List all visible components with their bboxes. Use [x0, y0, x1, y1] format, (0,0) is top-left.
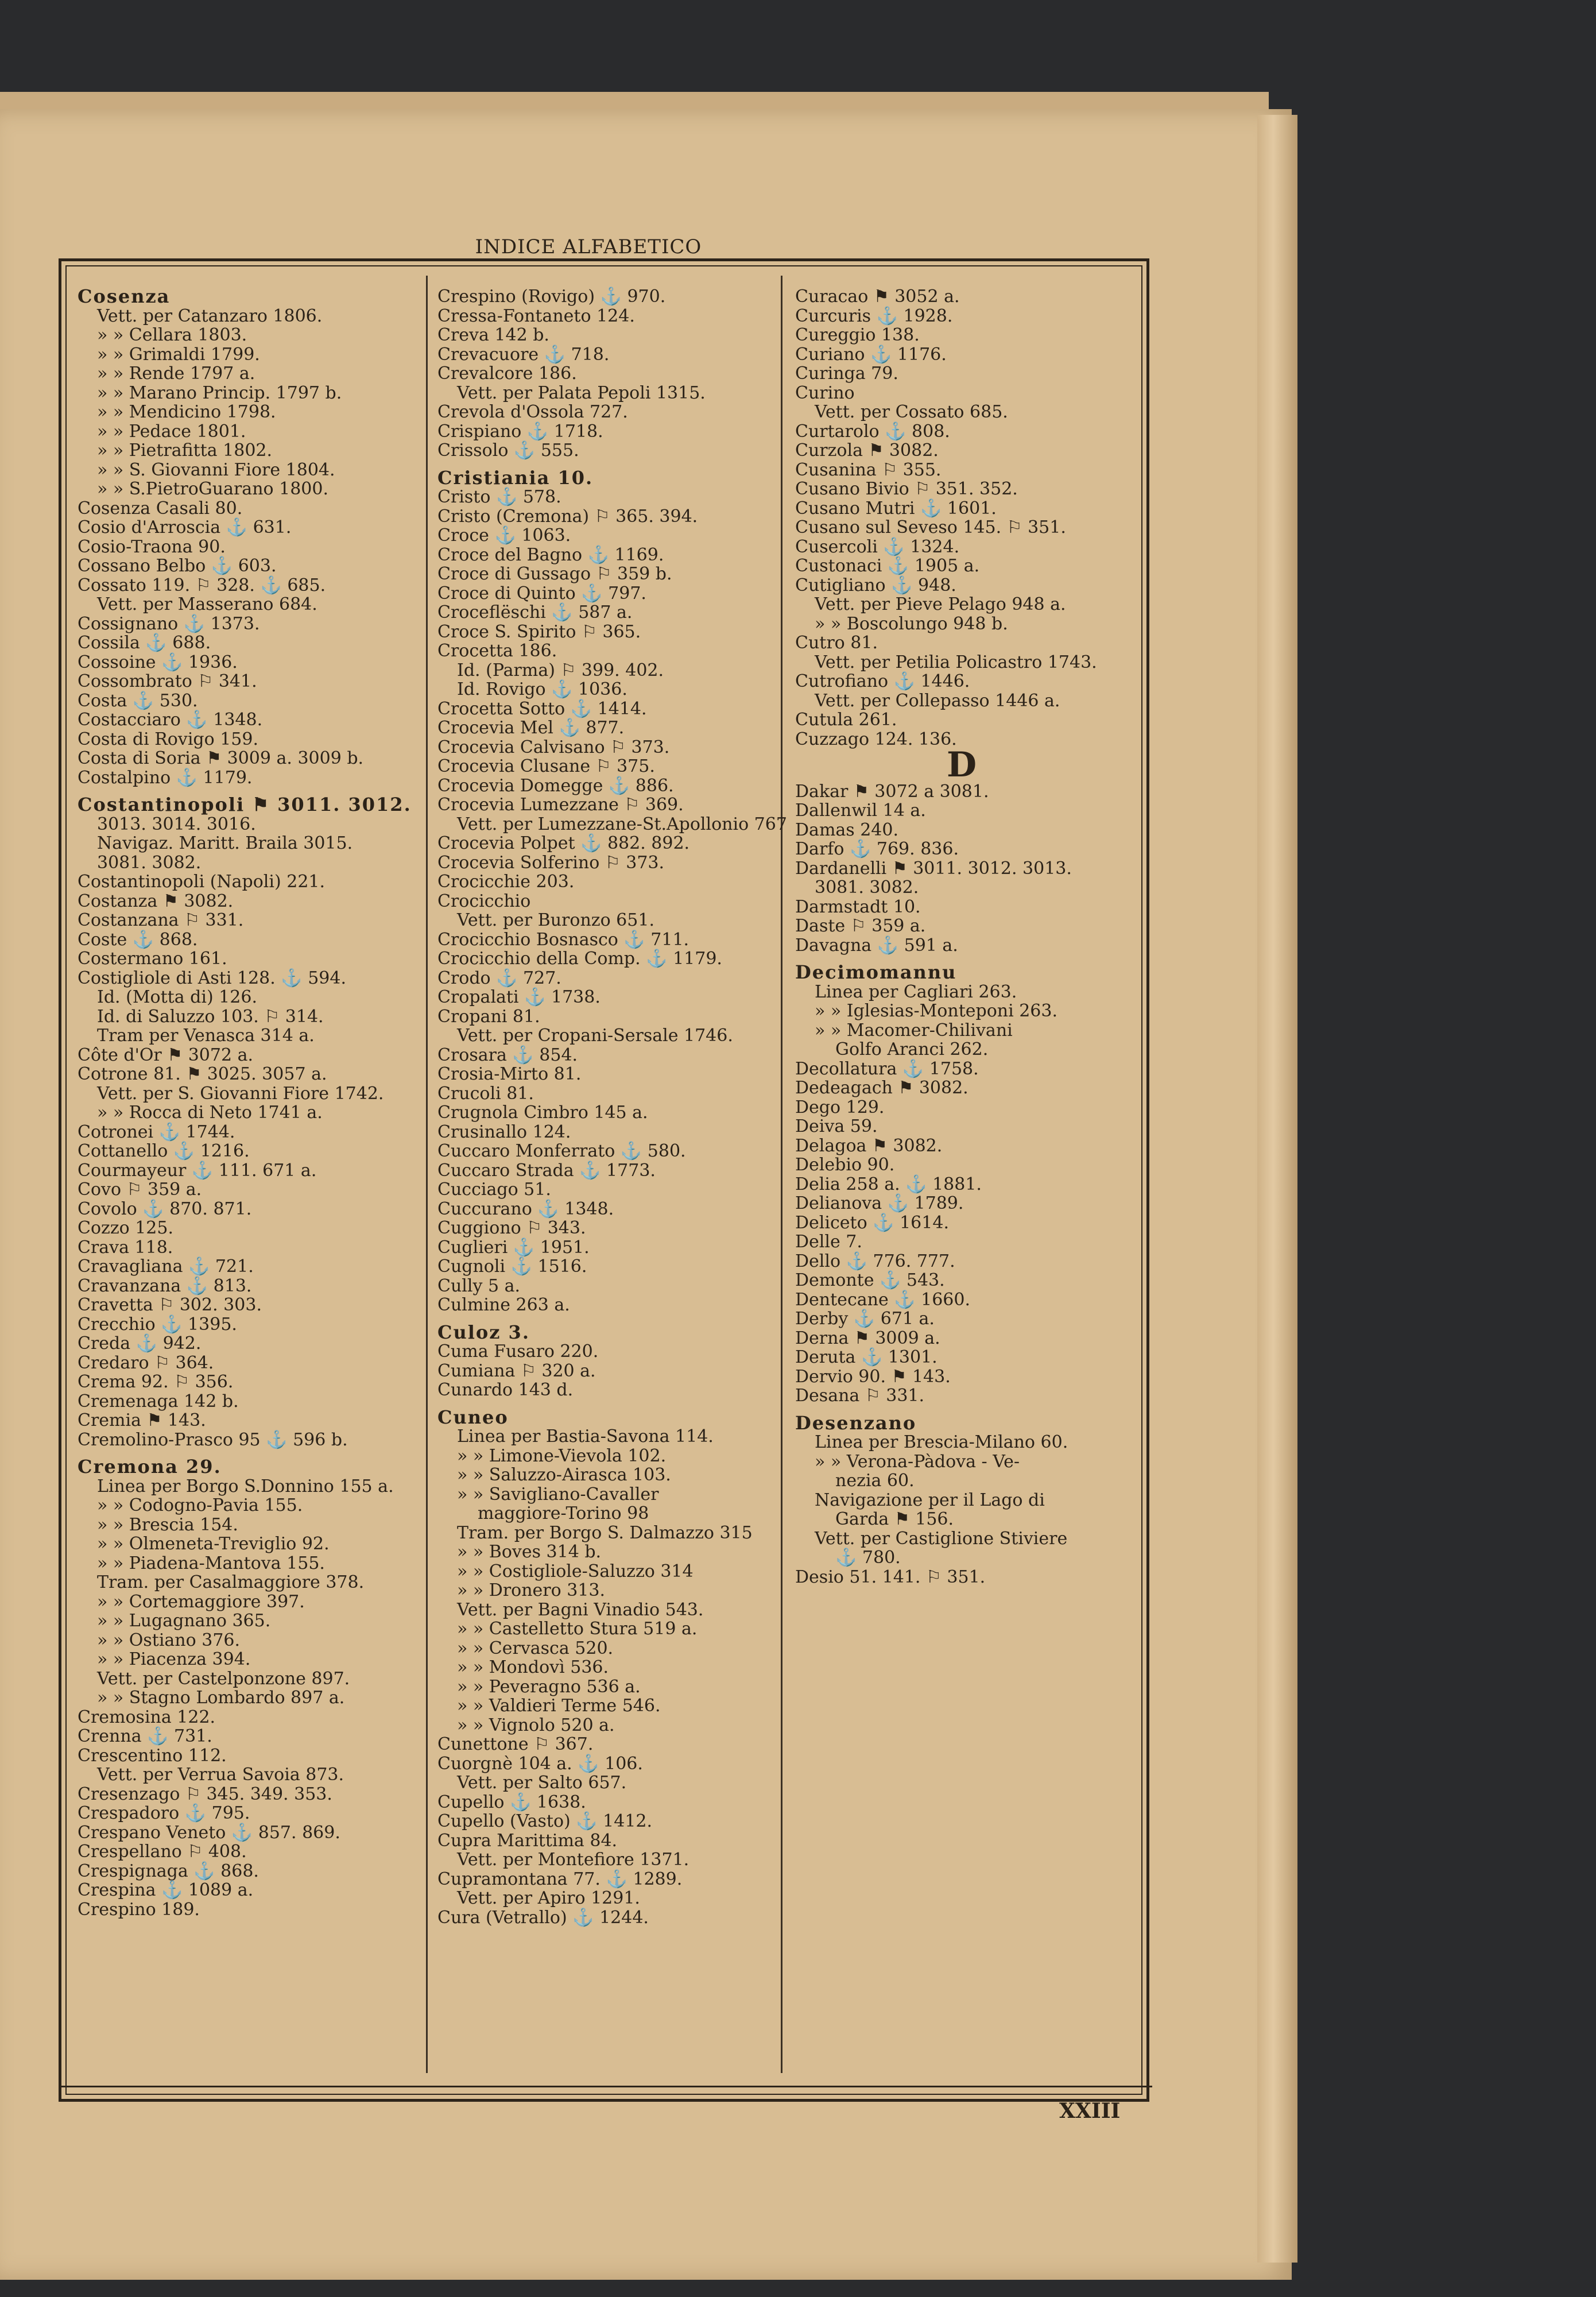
index-entry: Crema 92. ⚐ 356. — [78, 1372, 234, 1392]
index-entry: Crespino 189. — [78, 1899, 200, 1920]
index-entry: Crespadoro ⚓ 795. — [78, 1803, 250, 1823]
index-heading: Cuneo — [437, 1406, 509, 1428]
index-subentry: » » S.PietroGuarano 1800. — [97, 479, 328, 499]
index-subentry: » » Grimaldi 1799. — [97, 344, 260, 365]
index-entry: Cresenzago ⚐ 345. 349. 353. — [78, 1784, 332, 1804]
index-entry: Costanza ⚑ 3082. — [78, 891, 234, 911]
column-divider-1 — [426, 276, 428, 2073]
index-continuation: Garda ⚑ 156. — [835, 1509, 954, 1529]
index-entry: Dardanelli ⚑ 3011. 3012. 3013. — [795, 858, 1072, 879]
index-entry: Crocevia Mel ⚓ 877. — [437, 718, 625, 738]
index-entry: Cuzzago 124. 136. — [795, 729, 957, 749]
index-entry: Croce ⚓ 1063. — [437, 525, 571, 546]
index-entry: Damas 240. — [795, 819, 898, 840]
index-entry: Cossila ⚓ 688. — [78, 633, 211, 653]
index-entry: Cossombrato ⚐ 341. — [78, 671, 257, 691]
index-entry: Cremenaga 142 b. — [78, 1391, 239, 1412]
index-entry: Cozzo 125. — [78, 1218, 174, 1238]
index-entry: Cotrone 81. ⚑ 3025. 3057 a. — [78, 1064, 327, 1084]
index-subentry: » » Stagno Lombardo 897 a. — [97, 1688, 345, 1708]
index-subentry: » » Codogno-Pavia 155. — [97, 1495, 303, 1515]
index-subentry: » » S. Giovanni Fiore 1804. — [97, 459, 335, 480]
index-entry: Cottanello ⚓ 1216. — [78, 1141, 250, 1161]
index-entry: Demonte ⚓ 543. — [795, 1270, 945, 1290]
index-entry: Dentecane ⚓ 1660. — [795, 1289, 971, 1310]
index-subentry: » » Mondovì 536. — [457, 1657, 609, 1677]
index-entry: Cumiana ⚐ 320 a. — [437, 1360, 596, 1381]
index-subentry: 3081. 3082. — [815, 877, 919, 898]
index-subentry: » » Brescia 154. — [97, 1514, 238, 1535]
index-entry: Curtarolo ⚓ 808. — [795, 421, 950, 442]
index-entry: Côte d'Or ⚑ 3072 a. — [78, 1045, 254, 1065]
index-subentry: » » Rende 1797 a. — [97, 364, 255, 384]
index-subentry: » » Verona-Pàdova - Ve- — [815, 1451, 1020, 1472]
index-entry: Curcuris ⚓ 1928. — [795, 306, 953, 326]
index-entry: Cura (Vetrallo) ⚓ 1244. — [437, 1907, 649, 1928]
index-entry: Cosio-Traona 90. — [78, 536, 226, 557]
index-entry: Credaro ⚐ 364. — [78, 1352, 214, 1373]
index-entry: Cunettone ⚐ 367. — [437, 1734, 594, 1754]
index-entry: Cupello (Vasto) ⚓ 1412. — [437, 1811, 653, 1831]
index-subentry: » » Saluzzo-Airasca 103. — [457, 1465, 671, 1485]
index-entry: Crocicchio della Comp. ⚓ 1179. — [437, 949, 722, 969]
index-subentry: » » Vignolo 520 a. — [457, 1715, 615, 1735]
index-entry: Cropani 81. — [437, 1006, 540, 1027]
index-entry: Costanzana ⚐ 331. — [78, 910, 244, 930]
index-entry: Creva 142 b. — [437, 325, 549, 345]
index-heading: Cosenza — [78, 285, 171, 307]
index-subentry: » » Castelletto Stura 519 a. — [457, 1619, 698, 1639]
index-subentry: Vett. per Cropani-Sersale 1746. — [457, 1026, 733, 1046]
index-entry: Delianova ⚓ 1789. — [795, 1193, 964, 1213]
index-entry: Dervio 90. ⚑ 143. — [795, 1366, 951, 1387]
index-column-1 — [78, 287, 410, 1919]
index-entry: Cupra Marittima 84. — [437, 1830, 618, 1851]
footer-rule — [59, 2086, 1152, 2087]
index-entry: Cuccaro Monferrato ⚓ 580. — [437, 1141, 686, 1161]
index-entry: Cugnoli ⚓ 1516. — [437, 1256, 587, 1277]
index-entry: Cusano Mutri ⚓ 1601. — [795, 498, 997, 519]
index-entry: Darmstadt 10. — [795, 896, 921, 917]
index-subentry: » » Peveragno 536 a. — [457, 1676, 641, 1697]
index-entry: Cosio d'Arroscia ⚓ 631. — [78, 517, 292, 537]
index-subentry: Vett. per Apiro 1291. — [457, 1888, 640, 1908]
index-subentry: » » Pedace 1801. — [97, 421, 246, 442]
index-entry: Crevola d'Ossola 727. — [437, 402, 628, 422]
index-entry: Crocevia Clusane ⚐ 375. — [437, 756, 655, 776]
page-header: INDICE ALFABETICO — [475, 235, 702, 258]
index-heading: Desenzano — [795, 1412, 917, 1434]
index-entry: Curzola ⚑ 3082. — [795, 440, 939, 461]
index-subentry: » » Boves 314 b. — [457, 1542, 602, 1562]
index-entry: Derby ⚓ 671 a. — [795, 1309, 935, 1329]
index-column-3 — [795, 287, 1128, 1587]
index-subentry: » » Savigliano-Cavaller — [457, 1484, 659, 1505]
index-entry: Crevalcore 186. — [437, 364, 577, 384]
index-entry: Dedeagach ⚑ 3082. — [795, 1078, 969, 1098]
index-entry: Deliceto ⚓ 1614. — [795, 1212, 949, 1233]
index-heading: Cremona 29. — [78, 1456, 222, 1478]
index-entry: Desio 51. 141. ⚐ 351. — [795, 1567, 986, 1587]
index-entry: Cuglieri ⚓ 1951. — [437, 1237, 590, 1258]
index-subentry: » » Costigliole-Saluzzo 314 — [457, 1561, 694, 1581]
index-entry: Crodo ⚓ 727. — [437, 968, 561, 988]
index-entry: Crava 118. — [78, 1237, 173, 1258]
index-subentry: Vett. per S. Giovanni Fiore 1742. — [97, 1083, 384, 1104]
index-entry: Curiano ⚓ 1176. — [795, 344, 947, 365]
index-entry: Cutro 81. — [795, 633, 878, 653]
index-subentry: Linea per Brescia-Milano 60. — [815, 1432, 1068, 1452]
index-subentry: » » Rocca di Neto 1741 a. — [97, 1103, 323, 1123]
index-entry: Curino — [795, 382, 855, 403]
index-continuation: Golfo Aranci 262. — [835, 1039, 989, 1059]
index-entry: Croce di Gussago ⚐ 359 b. — [437, 564, 672, 584]
index-subentry: Vett. per Catanzaro 1806. — [97, 306, 323, 326]
index-entry: Crugnola Cimbro 145 a. — [437, 1103, 648, 1123]
index-heading: Cristiania 10. — [437, 466, 594, 489]
section-letter: D — [946, 745, 977, 785]
index-subentry: Vett. per Castiglione Stiviere — [815, 1528, 1068, 1549]
index-entry: Cucciago 51. — [437, 1180, 551, 1200]
index-entry: Costermano 161. — [78, 949, 227, 969]
index-entry: Cossignano ⚓ 1373. — [78, 613, 260, 634]
index-entry: Crusinallo 124. — [437, 1122, 571, 1142]
index-entry: Cossato 119. ⚐ 328. ⚓ 685. — [78, 575, 326, 595]
index-subentry: Vett. per Bagni Vinadio 543. — [457, 1599, 704, 1620]
index-entry: Dallenwil 14 a. — [795, 801, 926, 821]
index-entry: Dello ⚓ 776. 777. — [795, 1251, 955, 1271]
index-subentry: 3081. 3082. — [97, 852, 202, 873]
index-entry: Cuorgnè 104 a. ⚓ 106. — [437, 1753, 643, 1774]
index-entry: Crocevia Domegge ⚓ 886. — [437, 775, 674, 796]
index-entry: Cully 5 a. — [437, 1275, 520, 1296]
index-subentry: Vett. per Verrua Savoia 873. — [97, 1765, 344, 1785]
index-subentry: 3013. 3014. 3016. — [97, 814, 256, 834]
index-heading: Costantinopoli ⚑ 3011. 3012. — [78, 794, 412, 815]
index-entry: Cusercoli ⚓ 1324. — [795, 536, 960, 557]
index-entry: Cotronei ⚓ 1744. — [78, 1122, 235, 1142]
index-entry: Crevacuore ⚓ 718. — [437, 344, 610, 365]
index-entry: Curacao ⚑ 3052 a. — [795, 287, 960, 307]
index-entry: Delagoa ⚑ 3082. — [795, 1135, 943, 1156]
index-subentry: Linea per Borgo S.Donnino 155 a. — [97, 1476, 394, 1496]
index-subentry: Id. Rovigo ⚓ 1036. — [457, 679, 627, 699]
index-subentry: Tram. per Casalmaggiore 378. — [97, 1572, 365, 1592]
index-entry: Cupramontana 77. ⚓ 1289. — [437, 1869, 683, 1889]
index-subentry: Vett. per Buronzo 651. — [457, 910, 654, 930]
index-entry: Cravetta ⚐ 302. 303. — [78, 1295, 262, 1315]
index-subentry: » » Macomer-Chilivani — [815, 1020, 1013, 1041]
index-heading: Culoz 3. — [437, 1321, 530, 1343]
index-entry: Cremosina 122. — [78, 1707, 216, 1727]
index-entry: Deiva 59. — [795, 1116, 878, 1136]
index-entry: Costantinopoli (Napoli) 221. — [78, 872, 326, 892]
index-subentry: » » Limone-Vievola 102. — [457, 1445, 667, 1466]
index-entry: Cuma Fusaro 220. — [437, 1341, 599, 1362]
column-divider-2 — [781, 276, 782, 2073]
index-entry: Crespellano ⚐ 408. — [78, 1842, 247, 1862]
index-subentry: Vett. per Cossato 685. — [815, 402, 1008, 422]
index-subentry: Vett. per Collepasso 1446 a. — [815, 690, 1060, 711]
index-entry: Cristo ⚓ 578. — [437, 487, 561, 507]
index-entry: Costa ⚓ 530. — [78, 690, 198, 711]
index-entry: Costa di Rovigo 159. — [78, 729, 259, 749]
index-entry: Cureggio 138. — [795, 325, 920, 345]
index-entry: Cossano Belbo ⚓ 603. — [78, 556, 277, 576]
index-subentry: » » Cervasca 520. — [457, 1638, 614, 1658]
index-entry: Delle 7. — [795, 1232, 862, 1252]
index-entry: Cosenza Casali 80. — [78, 498, 243, 519]
index-heading: Decimomannu — [795, 961, 957, 983]
index-subentry: » » Olmeneta-Treviglio 92. — [97, 1534, 330, 1554]
index-entry: Cunardo 143 d. — [437, 1380, 574, 1400]
index-entry: Crocevia Polpet ⚓ 882. 892. — [437, 833, 690, 853]
index-subentry: » » Iglesias-Monteponi 263. — [815, 1001, 1058, 1021]
index-subentry: » » Lugagnano 365. — [97, 1611, 271, 1631]
index-subentry: Id. (Motta di) 126. — [97, 987, 257, 1007]
index-continuation: maggiore-Torino 98 — [478, 1503, 649, 1523]
page-number: XXIII — [1059, 2099, 1121, 2123]
index-entry: Decollatura ⚓ 1758. — [795, 1058, 979, 1079]
index-entry: Cossoine ⚓ 1936. — [78, 652, 238, 672]
index-entry: Crescentino 112. — [78, 1745, 227, 1766]
index-entry: Cremolino-Prasco 95 ⚓ 596 b. — [78, 1429, 348, 1450]
index-entry: Crocetta 186. — [437, 641, 557, 661]
index-entry: Cusanina ⚐ 355. — [795, 459, 942, 480]
index-entry: Cristo (Cremona) ⚐ 365. 394. — [437, 506, 698, 527]
index-entry: Delia 258 a. ⚓ 1881. — [795, 1174, 982, 1194]
index-entry: Croce S. Spirito ⚐ 365. — [437, 621, 641, 642]
index-entry: Crosara ⚓ 854. — [437, 1045, 578, 1065]
index-subentry: » » Boscolungo 948 b. — [815, 613, 1008, 634]
index-entry: Cutula 261. — [795, 710, 897, 730]
index-entry: Crosia-Mirto 81. — [437, 1064, 582, 1084]
index-subentry: » » Piadena-Mantova 155. — [97, 1553, 325, 1573]
index-entry: Darfo ⚓ 769. 836. — [795, 839, 959, 859]
index-entry: Derna ⚑ 3009 a. — [795, 1328, 940, 1348]
index-entry: Creda ⚓ 942. — [78, 1333, 202, 1354]
index-entry: Crispiano ⚓ 1718. — [437, 421, 603, 442]
index-entry: Cressa-Fontaneto 124. — [437, 306, 635, 326]
index-entry: Crucoli 81. — [437, 1083, 534, 1104]
index-entry: Courmayeur ⚓ 111. 671 a. — [78, 1160, 317, 1181]
index-subentry: » » Mendicino 1798. — [97, 402, 276, 422]
index-entry: Curinga 79. — [795, 364, 898, 384]
index-entry: Crocetta Sotto ⚓ 1414. — [437, 698, 647, 719]
index-entry: Croce del Bagno ⚓ 1169. — [437, 544, 664, 565]
index-entry: Cropalati ⚓ 1738. — [437, 987, 601, 1007]
index-subentry: Navigazione per il Lago di — [815, 1490, 1045, 1510]
index-entry: Crecchio ⚓ 1395. — [78, 1314, 237, 1335]
index-subentry: Vett. per Salto 657. — [457, 1773, 627, 1793]
index-entry: Crocicchio Bosnasco ⚓ 711. — [437, 929, 689, 950]
index-entry: Cuggiono ⚐ 343. — [437, 1218, 586, 1238]
index-entry: Crespino (Rovigo) ⚓ 970. — [437, 287, 666, 307]
index-entry: Dakar ⚑ 3072 a 3081. — [795, 781, 989, 802]
index-continuation: nezia 60. — [835, 1471, 915, 1491]
index-entry: Cravagliana ⚓ 721. — [78, 1256, 254, 1277]
index-entry: Davagna ⚓ 591 a. — [795, 935, 958, 956]
index-subentry: Tram. per Borgo S. Dalmazzo 315 — [457, 1522, 753, 1543]
index-entry: Cremia ⚑ 143. — [78, 1410, 206, 1430]
index-entry: Culmine 263 a. — [437, 1295, 570, 1315]
index-entry: Cutrofiano ⚓ 1446. — [795, 671, 970, 691]
index-entry: Crocevia Solferino ⚐ 373. — [437, 852, 665, 873]
index-subentry: » » Cortemaggiore 397. — [97, 1591, 305, 1612]
index-entry: Crocicchie 203. — [437, 872, 575, 892]
index-subentry: Tram per Venasca 314 a. — [97, 1026, 315, 1046]
index-entry: Desana ⚐ 331. — [795, 1386, 925, 1406]
index-entry: Costalpino ⚓ 1179. — [78, 767, 253, 788]
index-entry: Crocicchio — [437, 891, 531, 911]
index-entry: Costigliole di Asti 128. ⚓ 594. — [78, 968, 347, 988]
index-entry: Cravanzana ⚓ 813. — [78, 1275, 252, 1296]
index-entry: Crespano Veneto ⚓ 857. 869. — [78, 1822, 340, 1843]
index-entry: Coste ⚓ 868. — [78, 929, 198, 950]
index-entry: Croceflëschi ⚓ 587 a. — [437, 602, 633, 622]
index-entry: Cusano Bivio ⚐ 351. 352. — [795, 479, 1018, 499]
index-entry: Crenna ⚓ 731. — [78, 1726, 212, 1746]
index-entry: Covolo ⚓ 870. 871. — [78, 1198, 252, 1219]
index-entry: Crespignaga ⚓ 868. — [78, 1861, 259, 1881]
index-subentry: Linea per Bastia-Savona 114. — [457, 1426, 714, 1447]
index-subentry: Vett. per Castelponzone 897. — [97, 1668, 350, 1689]
index-entry: Custonaci ⚓ 1905 a. — [795, 556, 980, 576]
index-subentry: » » Pietrafitta 1802. — [97, 440, 273, 461]
index-subentry: Linea per Cagliari 263. — [815, 981, 1017, 1002]
index-subentry: » » Ostiano 376. — [97, 1630, 241, 1650]
index-entry: Crespina ⚓ 1089 a. — [78, 1880, 254, 1900]
index-subentry: Vett. per Pieve Pelago 948 a. — [815, 594, 1066, 614]
index-entry: Delebio 90. — [795, 1155, 895, 1175]
page-edge — [1257, 115, 1297, 2263]
index-entry: Cutigliano ⚓ 948. — [795, 575, 956, 595]
index-entry: Croce di Quinto ⚓ 797. — [437, 583, 646, 604]
index-entry: Deruta ⚓ 1301. — [795, 1347, 938, 1367]
index-subentry: Id. (Parma) ⚐ 399. 402. — [457, 660, 664, 680]
index-subentry: » » Marano Princip. 1797 b. — [97, 382, 342, 403]
index-entry: Cusano sul Seveso 145. ⚐ 351. — [795, 517, 1066, 537]
index-subentry: Vett. per Palata Pepoli 1315. — [457, 382, 706, 403]
index-column-2 — [437, 287, 787, 1928]
index-subentry: » » Cellara 1803. — [97, 325, 247, 345]
index-subentry: » » Valdieri Terme 546. — [457, 1696, 661, 1716]
index-subentry: Vett. per Lumezzane-St.Apollonio 767 — [457, 814, 787, 834]
index-subentry: Id. di Saluzzo 103. ⚐ 314. — [97, 1006, 324, 1027]
index-entry: Costacciaro ⚓ 1348. — [78, 710, 263, 730]
index-entry: Dego 129. — [795, 1097, 885, 1117]
index-subentry: Vett. per Montefiore 1371. — [457, 1850, 689, 1870]
index-entry: Cupello ⚓ 1638. — [437, 1792, 586, 1812]
index-entry: Daste ⚐ 359 a. — [795, 916, 926, 936]
index-subentry: Navigaz. Maritt. Braila 3015. — [97, 833, 353, 853]
index-subentry: Vett. per Petilia Policastro 1743. — [815, 652, 1097, 672]
index-subentry: » » Piacenza 394. — [97, 1649, 251, 1669]
index-subentry: Vett. per Masserano 684. — [97, 594, 317, 614]
index-entry: Costa di Soria ⚑ 3009 a. 3009 b. — [78, 748, 364, 768]
index-entry: Cuccurano ⚓ 1348. — [437, 1198, 614, 1219]
index-entry: Covo ⚐ 359 a. — [78, 1180, 202, 1200]
index-subentry: » » Dronero 313. — [457, 1580, 606, 1600]
index-entry: Cuccaro Strada ⚓ 1773. — [437, 1160, 656, 1181]
index-entry: Crocevia Lumezzane ⚐ 369. — [437, 795, 684, 815]
index-entry: Crocevia Calvisano ⚐ 373. — [437, 737, 670, 757]
index-entry: Crissolo ⚓ 555. — [437, 440, 579, 461]
index-continuation: ⚓ 780. — [835, 1548, 901, 1568]
